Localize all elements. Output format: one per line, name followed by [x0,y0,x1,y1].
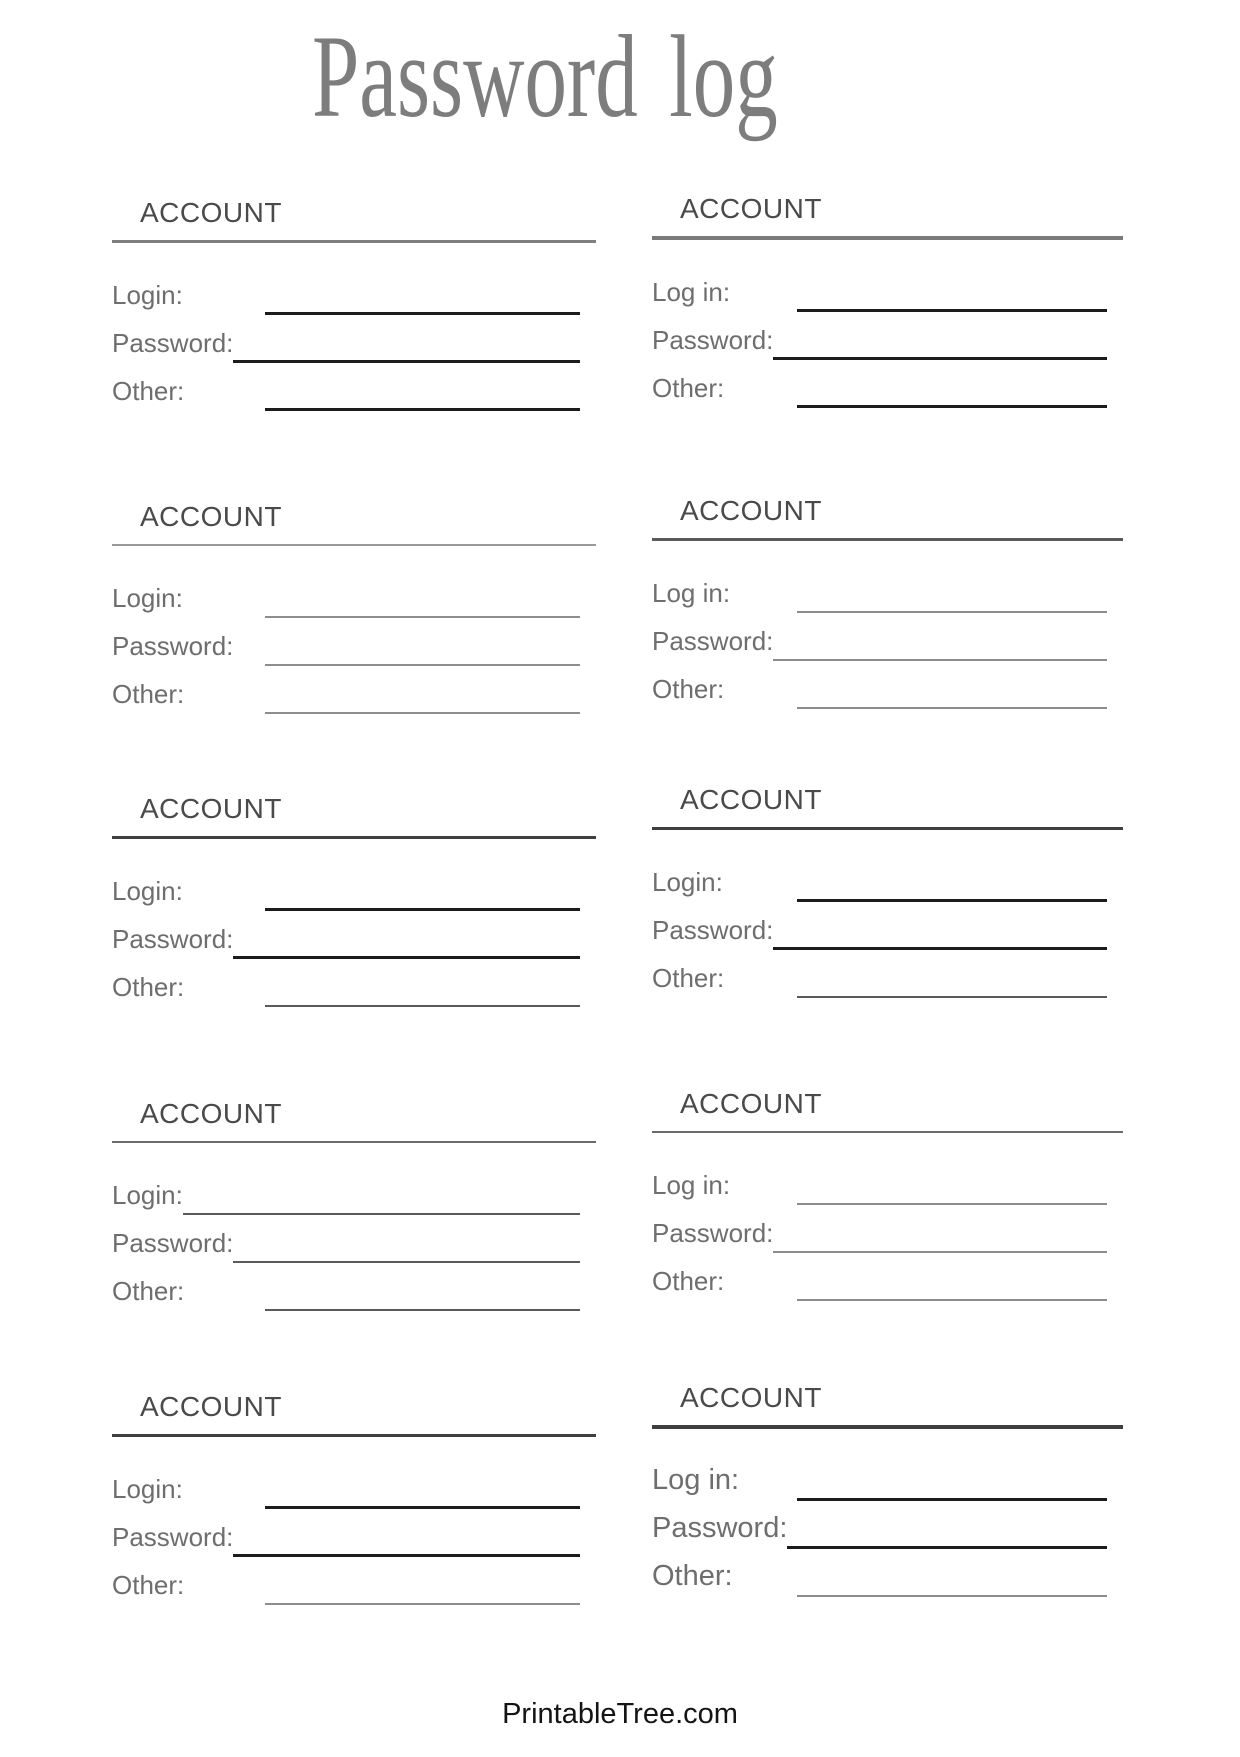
other-write-in-line [797,405,1107,408]
other-write-in-line [797,996,1107,998]
login-field-row [652,1157,1123,1205]
password-field-row [652,312,1123,360]
field-list [652,1453,1123,1597]
account-heading: ACCOUNT [652,192,1123,240]
password-label: Password: [652,915,774,945]
account-heading: ACCOUNT [652,1087,1123,1133]
password-label: Password: [652,1218,774,1248]
login-field-row [112,570,596,618]
other-field-row [112,363,596,411]
other-label: Other: [112,972,185,1002]
account-heading: ACCOUNT [652,783,1123,830]
password-label: Password: [112,924,234,954]
password-label: Password: [652,325,774,355]
account-section-left-2 [112,500,596,714]
account-section-left-1 [112,196,596,411]
account-section-right-5 [652,1381,1123,1597]
login-label: Log in: [652,578,731,608]
field-list [652,565,1123,709]
account-heading: ACCOUNT [112,196,596,243]
password-field-row [652,902,1123,950]
other-label: Other: [112,376,185,406]
other-write-in-line [797,1595,1107,1597]
login-write-in-line [183,1213,580,1215]
password-field-row [652,1501,1123,1549]
account-section-left-5 [112,1390,596,1605]
field-list [112,863,596,1007]
login-write-in-line [797,1203,1107,1205]
login-label: Login: [112,280,183,310]
password-write-in-line [233,360,580,363]
password-write-in-line [233,1261,580,1263]
password-field-row [112,911,596,959]
field-list [112,570,596,714]
password-field-row [652,1205,1123,1253]
password-label: Password: [112,631,234,661]
login-label: Login: [112,876,183,906]
password-write-in-line [233,956,580,959]
login-write-in-line [797,611,1107,613]
login-label: Log in: [652,1170,731,1200]
login-write-in-line [797,309,1107,312]
field-list [112,1167,596,1311]
account-section-right-4 [652,1087,1123,1301]
password-field-row [112,1215,596,1263]
other-label: Other: [112,679,185,709]
login-field-row [652,1453,1123,1501]
account-heading: ACCOUNT [112,1390,596,1437]
account-heading: ACCOUNT [652,1381,1123,1429]
other-field-row [112,1263,596,1311]
other-write-in-line [265,1603,580,1605]
password-write-in-line [773,1251,1107,1253]
password-label: Password: [112,1228,234,1258]
page-title: Password log [312,11,778,142]
login-field-row [112,1461,596,1509]
account-section-right-3 [652,783,1123,998]
password-write-in-line [233,1554,580,1557]
other-field-row [652,1253,1123,1301]
other-field-row [652,1549,1123,1597]
account-heading: ACCOUNT [652,494,1123,541]
other-write-in-line [265,408,580,411]
login-field-row [112,1167,596,1215]
other-label: Other: [112,1570,185,1600]
field-list [652,264,1123,408]
login-write-in-line [265,908,580,911]
password-write-in-line [773,947,1107,950]
password-label: Password: [652,1512,788,1544]
field-list [652,1157,1123,1301]
other-field-row [112,959,596,1007]
login-label: Login: [112,1474,183,1504]
other-label: Other: [652,963,725,993]
other-field-row [112,1557,596,1605]
other-label: Other: [652,1560,733,1592]
account-section-right-1 [652,192,1123,408]
other-field-row [112,666,596,714]
site-credit: PrintableTree.com [502,1698,738,1730]
account-section-left-3 [112,792,596,1007]
other-label: Other: [112,1276,185,1306]
account-section-left-4 [112,1097,596,1311]
other-field-row [652,950,1123,998]
field-list [112,267,596,411]
login-write-in-line [797,899,1107,902]
account-section-right-2 [652,494,1123,709]
other-write-in-line [265,712,580,714]
password-label: Password: [112,328,234,358]
password-label: Password: [112,1522,234,1552]
password-field-row [652,613,1123,661]
password-write-in-line [787,1546,1107,1549]
other-label: Other: [652,1266,725,1296]
login-write-in-line [265,616,580,618]
other-write-in-line [265,1309,580,1311]
login-write-in-line [797,1498,1107,1501]
login-write-in-line [265,1506,580,1509]
other-write-in-line [797,1299,1107,1301]
field-list [652,854,1123,998]
login-write-in-line [265,312,580,315]
password-field-row [112,1509,596,1557]
login-label: Log in: [652,277,731,307]
login-label: Login: [112,583,183,613]
password-field-row [112,315,596,363]
password-field-row [112,618,596,666]
other-field-row [652,360,1123,408]
login-label: Login: [112,1180,183,1210]
login-field-row [652,565,1123,613]
account-heading: ACCOUNT [112,500,596,546]
password-write-in-line [265,664,580,666]
account-heading: ACCOUNT [112,792,596,839]
login-label: Login: [652,867,723,897]
other-label: Other: [652,373,725,403]
password-label: Password: [652,626,774,656]
login-field-row [112,863,596,911]
other-write-in-line [265,1005,580,1007]
other-label: Other: [652,674,725,704]
login-field-row [652,854,1123,902]
password-write-in-line [773,659,1107,661]
login-field-row [112,267,596,315]
login-label: Log in: [652,1464,740,1496]
field-list [112,1461,596,1605]
other-field-row [652,661,1123,709]
account-heading: ACCOUNT [112,1097,596,1143]
password-write-in-line [773,357,1107,360]
login-field-row [652,264,1123,312]
other-write-in-line [797,707,1107,709]
